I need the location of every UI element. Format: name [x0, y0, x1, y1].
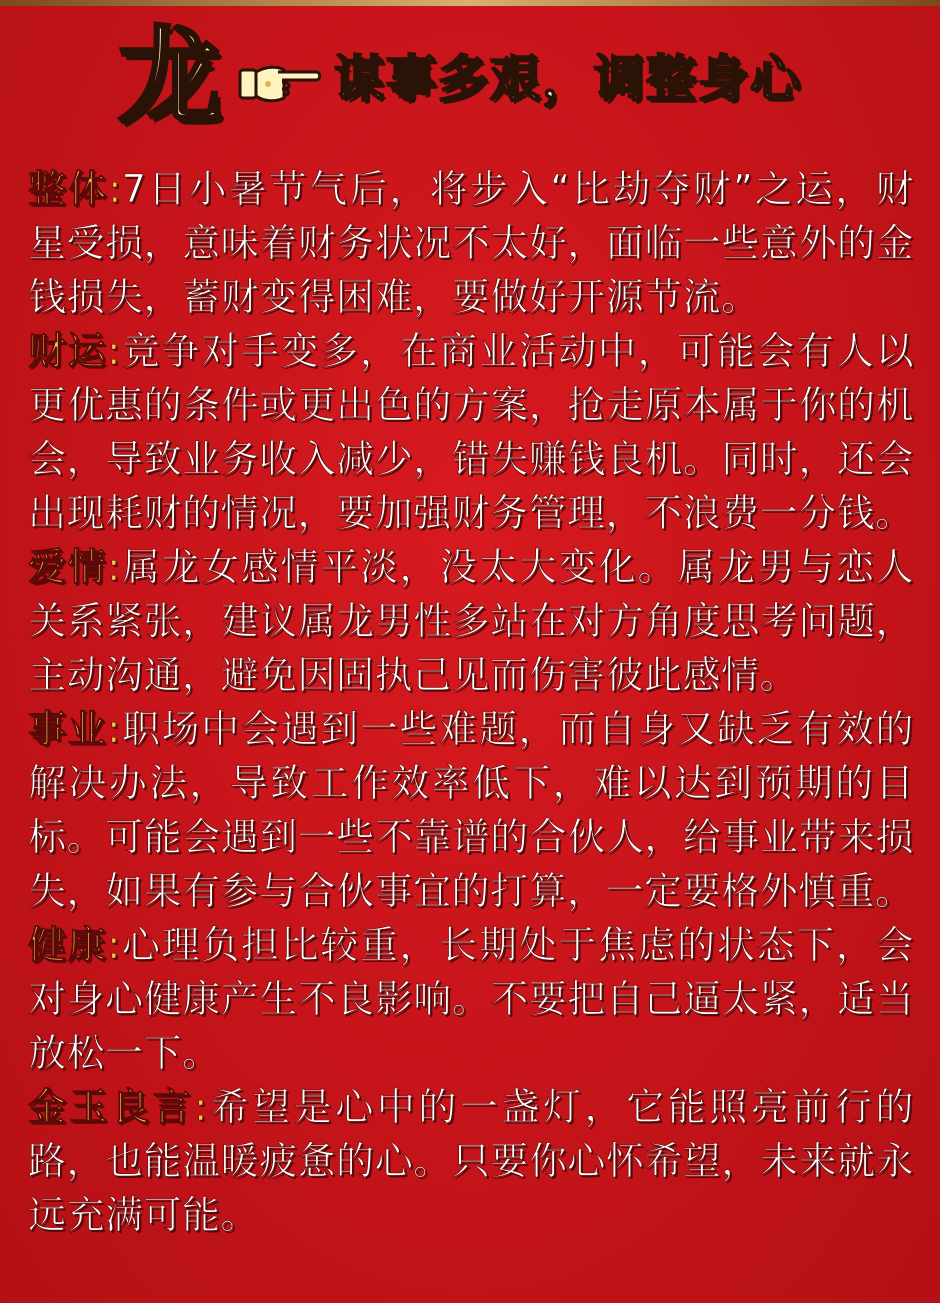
zodiac-character: 龙 — [118, 15, 223, 137]
section-text: 职场中会遇到一些难题，而自身又缺乏有效的解决办法，导致工作效率低下，难以达到预期的目标。可能会遇到一些不靠谱的合伙人，给事业带来损失，如果有参与合伙事宜的打算，一定要格外慎重。 — [28, 707, 914, 913]
section-label: 爱情 — [28, 545, 108, 589]
section-label: 财运 — [28, 329, 108, 373]
header-title: 谋事多艰，调整身心 — [334, 50, 802, 108]
top-border — [0, 0, 940, 6]
section-text: 希望是心中的一盏灯，它能照亮前行的路，也能温暖疲惫的心。只要你心怀希望，未来就永远充满可能。 — [28, 1085, 914, 1237]
section-label: 健康 — [28, 923, 108, 967]
section-career: 事业:职场中会遇到一些难题，而自身又缺乏有效的解决办法，导致工作效率低下，难以达到预期的目标。可能会遇到一些不靠谱的合伙人，给事业带来损失，如果有参与合伙事宜的打算，一定要格外慎重。 — [28, 707, 914, 913]
section-overall: 整体:7日小暑节气后，将步入“比劫夺财”之运，财星受损，意味着财务状况不太好，面临一些意外的金钱损失，蓄财变得困难，要做好开源节流。 — [28, 167, 914, 319]
section-label: 金玉良言 — [28, 1085, 195, 1129]
section-wealth: 财运:竞争对手变多，在商业活动中，可能会有人以更优惠的条件或更出色的方案，抢走原本属于你的机会，导致业务收入减少，错失赚钱良机。同时，还会出现耗财的情况，要加强财务管理，不浪费一分钱。 — [28, 329, 914, 535]
section-text: 7日小暑节气后，将步入“比劫夺财”之运，财星受损，意味着财务状况不太好，面临一些意外的金钱损失，蓄财变得困难，要做好开源节流。 — [28, 167, 914, 319]
section-text: 竞争对手变多，在商业活动中，可能会有人以更优惠的条件或更出色的方案，抢走原本属于你的机会，导致业务收入减少，错失赚钱良机。同时，还会出现耗财的情况，要加强财务管理，不浪费一分钱。 — [28, 329, 914, 535]
section-love: 爱情:属龙女感情平淡，没太大变化。属龙男与恋人关系紧张，建议属龙男性多站在对方角度思考问题，主动沟通，避免因固执己见而伤害彼此感情。 — [28, 545, 914, 697]
section-text: 属龙女感情平淡，没太大变化。属龙男与恋人关系紧张，建议属龙男性多站在对方角度思考问题，主动沟通，避免因固执己见而伤害彼此感情。 — [28, 545, 914, 697]
section-label: 整体 — [28, 167, 109, 211]
section-text: 心理负担比较重，长期处于焦虑的状态下，会对身心健康产生不良影响。不要把自己逼太紧，适当放松一下。 — [28, 923, 914, 1075]
header — [0, 14, 940, 138]
section-health: 健康:心理负担比较重，长期处于焦虑的状态下，会对身心健康产生不良影响。不要把自己逼太紧，适当放松一下。 — [28, 923, 914, 1075]
fortune-content — [28, 162, 914, 1242]
section-label: 事业 — [28, 707, 108, 751]
section-motto: 金玉良言:希望是心中的一盏灯，它能照亮前行的路，也能温暖疲惫的心。只要你心怀希望，未来就永远充满可能。 — [28, 1085, 914, 1237]
pointing-hand-icon — [238, 58, 322, 108]
